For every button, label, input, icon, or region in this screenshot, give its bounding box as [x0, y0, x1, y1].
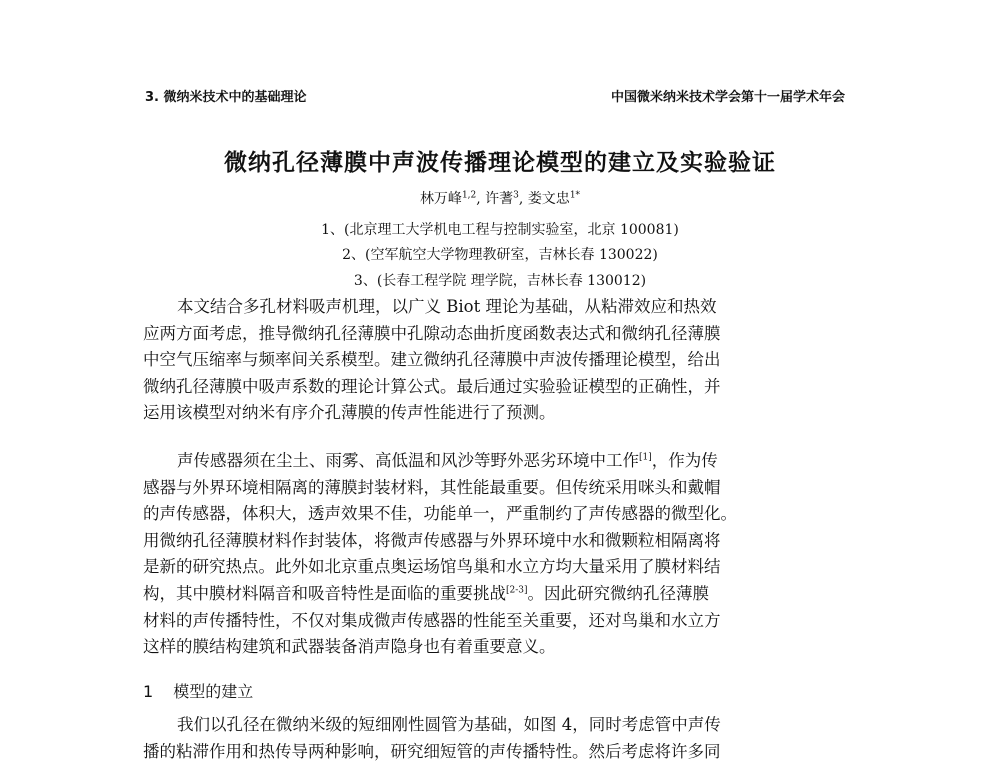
author-name: 娄文忠 [527, 191, 570, 207]
paper-title: 微纳孔径薄膜中声波传播理论模型的建立及实验验证 [224, 150, 776, 176]
text-line: 本文结合多孔材料吸声机理，以广义 Biot 理论为基础，从粘滞效应和热效 [177, 297, 717, 316]
text-line: 运用该模型对纳米有序介孔薄膜的传声性能进行了预测。 [143, 403, 556, 423]
citation-mark: [2-3] [506, 585, 528, 596]
affiliation: 1、(北京理工大学机电工程与控制实验室，北京 100081) [321, 222, 679, 238]
text-line: 应两方面考虑，推导微纳孔径薄膜中孔隙动态曲折度函数表达式和微纳孔径薄膜 [143, 323, 721, 343]
text-line: 用微纳孔径薄膜材料作封装体，将微声传感器与外界环境中水和微颗粒相隔离将 [143, 530, 721, 550]
line-text: ，作为传 [651, 451, 718, 470]
section-title: 模型的建立 [173, 682, 254, 701]
author-affiliation-mark: 3 [513, 190, 519, 201]
text-line: 的声传感器，体积大，透声效果不佳，功能单一，严重制约了声传感器的微型化。 [143, 504, 737, 524]
running-header [145, 86, 845, 106]
line-text: 构，其中膜材料隔音和吸音特性是面临的重要挑战 [143, 583, 506, 603]
header-section-label: 3. 微纳米技术中的基础理论 [145, 90, 307, 105]
author-name: 林万峰 [419, 191, 462, 207]
text-line [143, 581, 849, 608]
affiliation: 3、(长春工程学院 理学院，吉林长春 130012) [353, 273, 647, 289]
text-line: 我们以孔径在微纳米级的短细刚性圆管为基础，如图 4，同时考虑管中声传 [177, 715, 721, 734]
line-text: 声传感器须在尘土、雨雾、高低温和风沙等野外恶劣环境中工作 [177, 451, 639, 470]
text-line: 播的粘滞作用和热传导两种影响，研究细短管的声传播特性。然后考虑将许多同 [143, 741, 721, 761]
author-separator: , [476, 191, 486, 207]
author-separator: , [518, 191, 528, 207]
text-line: 这样的膜结构建筑和武器装备消声隐身也有着重要意义。 [143, 637, 556, 657]
author-affiliation-mark: 1* [569, 190, 581, 201]
text-line: 中空气压缩率与频率间关系模型。建立微纳孔径薄膜中声波传播理论模型，给出 [143, 350, 721, 370]
text-line: 是新的研究热点。此外如北京重点奥运场馆鸟巢和水立方均大量采用了膜材料结 [143, 557, 721, 577]
text-line: 感器与外界环境相隔离的薄膜封装材料，其性能最重要。但传统采用咪头和戴帽 [143, 477, 721, 497]
affiliation: 2、(空军航空大学物理教研室，吉林长春 130022) [342, 247, 658, 263]
citation-mark: [1] [639, 452, 652, 463]
author-name: 许蓍 [485, 191, 514, 207]
text-line [143, 448, 849, 475]
author-list [0, 188, 1000, 208]
section-number: 1 [143, 682, 154, 701]
header-conference-name: 中国微米纳米技术学会第十一届学术年会 [610, 90, 845, 105]
introduction-paragraph [143, 448, 849, 661]
abstract-paragraph [143, 294, 849, 427]
line-text: 。因此研究微纳孔径薄膜 [527, 583, 710, 603]
author-affiliation-mark: 1,2 [461, 190, 477, 201]
text-line: 微纳孔径薄膜中吸声系数的理论计算公式。最后通过实验验证模型的正确性，并 [143, 376, 721, 396]
text-line: 材料的声传播特性，不仅对集成微声传感器的性能至关重要，还对鸟巢和水立方 [143, 610, 721, 630]
section-paragraph [143, 712, 849, 765]
section-heading [143, 679, 253, 702]
